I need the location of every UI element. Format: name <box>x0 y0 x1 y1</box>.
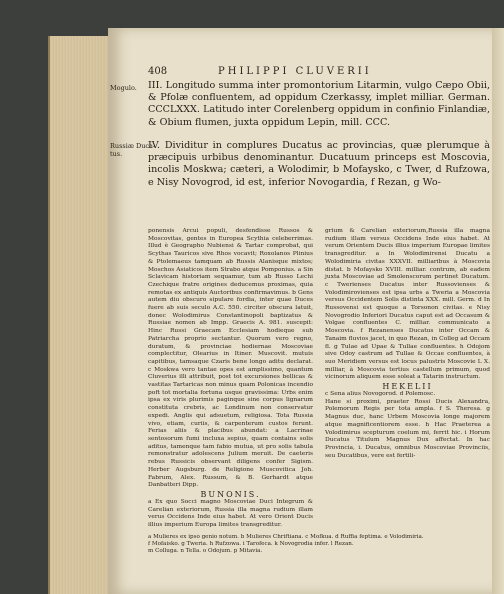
page <box>108 28 504 594</box>
commentary-right-column <box>325 228 490 460</box>
paragraph-3: III. Longitudo summa inter promontorium Litarmin, vulgo Cæpo Obii, & Pfolæ confluentem, ad oppidum Czerkassy, implet milliar. German. CCCLXXX. Latitudo inter Corelenberg oppidum in confinio Finlandiæ, & Obium flumen, juxta oppidum Lepin, mill. CCC. <box>148 80 490 128</box>
commentary-columns <box>148 228 490 528</box>
running-head: PHILIPPI CLUVERII <box>218 66 372 77</box>
paragraph-4: IV. Dividitur in complures Ducatus ac provincias, quæ plerumque à præcipuis urbibus denominantur. Ducatuum princeps est Moscovia, incolis Moskwa; cæteri, a Wolodimir, b Mofaysko, c Twer, d Rufzowa, e Nisy Novogrod, id est, inferior Novogardia, f Rezan, g Wo- <box>148 140 490 188</box>
hekelii-heading: HEKELII <box>382 382 433 392</box>
commentary-right-text: grium & Carelian exteriorum,Russia illa magna rudium illam versus Occidens Inde eius habet. At verum Orientem Ducis illius imperium Europae limites transgreditur. a In Wolodimirensi Ducatu a Wolodimiria civitas XXXVII. milliaribus à Moscovia distat. b Mofaysko XVIII. milliar. contrum, ab eadem juxta Moscoviae ad Smolenscorum pertinet Ducatum. c Twerienses Ducatus inter Russovienses & Volodimirovienses est ipsa urbs a Tweria a Moscovia versus Occidentem Solis distinta XXX. mill. Germ. d In Russovensi est quoque a Torsonon civitas. e Nisy Novogrodio Inferiori Ducatus caput est ad Occasum & Volgae confluentes C. milliar. communicato a Moscovia. f Rezanenses Ducatus inter Occam & Tanaim fluvios jacet, in quo Rezan, in Colleg ad Occam fl. g Tulae ad Upae & Tullae confluentes. h Odojom sive Odoy castrum ad Tullae & Occae confluentes, à suo Meridiem versus est locus palustris Moscovie L X. milliar, à Moscovia tertius castellum primum, quod vicinorum aliquem esse soleat a Tatarin instructum. <box>325 228 490 381</box>
footnote-line: m Colluga. n Tella. o Odojum. p Mitavia. <box>148 548 263 555</box>
bunonis-heading: BUNONIS. <box>200 489 261 499</box>
gutter-shadow <box>492 28 504 594</box>
commentary-left-text: ponensis Arcui populi, desfendisse Russos & Moscovitas, gentes in Europea Scythia celeberrimas. Illud è Geographo Nubiensi & Tartar comprobat, qui Scythas Tauricos sive Rhos vocavit; Roxolanos Plinius & Ptolemaeus tamquam ab Russis Alanisque mixtos; Moschos Asiaticos item Strabo atque Pomponius. a Sin Sclavicam historiam sequamur, tum ab Russo Lechi Czechique fratre origines deducemus proximas, quia remotas ex antiquis Auctoribus confirmavimus. b Gens autem diu obscuro sipulare fordia, inter quae Duces fuere ab suis seculo A.C. 550. circiter obscura latuit, donec Wolodimirus Constantinopoli baptizatus & Russiae nomen ab Impp. Graecis A. 981. suscepit: Hinc Russi Graecam Ecclesiam hodieque sub Patriarcha proprio sectantur. Quorum vero regno, duratum, & provinciae hodiernae Moscoviae complectitur, Olearius in Itiner. Muscovit. mutuis capitibus, tamsaque Czaris bene longo aditu declarat. c Moskwa vero tantae opes est amplissimo, quantum Cluverius illi attribuit, post tot excursiones bellicas & vastitas Tartaricas non minus quam Polonicas incendio poft tot mortalia fortuna usque gravissima: Urbs enim ipsa ex viris plurimis paginque sine corpus lignarum constituta crebris, ac Londinum non conservatur expedi. Anglis qui adsuetum, religiosa. Tota Russia vivo, etiam, curiis, & carpenterum custos ferunt. Ferias aliis & placibus abundat: a Lacrinae sentosorum fumi incluxa sepius, quam contains solis aditus, tamenque tam fabio mutua, ut pro solis tabula remonstratur adolescens Julium meruit. De caeteris rebus Russicis observant diligens confer Sigism. Herber Augsburg. de Religione Muscovitica Joh. Fabrum, Alex. Russum, & B. Gerhardt atque Danbatteri Dipp. <box>148 228 313 489</box>
open-book <box>38 28 504 594</box>
footnotes <box>148 534 490 556</box>
footnote-line: a Mulieres ex ipso genio notum. b Mulieres Chriftiana. c Mofkua. d Ruffia feptima. e Volodimiria. <box>148 534 424 540</box>
commentary-left-column <box>148 228 313 530</box>
commentary-right-b: Hane si proximi, praeter Rossi Ducis Alexandra, Polemorum Regis per tota ampla. f S. Theresa. g Magnus duc, hanc Urbem Moscovia longe majorem atque magnificentiorem esse. h Hac Praeterea a Volodimirus scepturum coelum mi, ferrit hic. i Horum Ducatus Titulum Magnus Dux affectat. In hac Provincia, i. Ducatus, omnibus Moscoviae Provinciis, seu Ducatibus, vere est fertili- <box>325 398 490 459</box>
book-fore-edge <box>48 36 112 594</box>
margin-note-russia-1: Russiæ Duca- <box>110 142 156 150</box>
commentary-left-end: a Ex quo Socci magno Moscoviae Duci Integrum & Carelian exteriorum, Russia illa magna rudium illam verus Occidens Inde eius habet. At vero Orient Ducis illius imperium Europa limites transgreditur. <box>148 498 313 529</box>
commentary-right-a: c Sena alius Novogorod. d Polemosc. <box>325 391 436 398</box>
page-number: 408 <box>148 66 168 77</box>
margin-note-mogulo: Mogulo. <box>110 84 137 92</box>
margin-note-russia-2: tus. <box>110 150 123 158</box>
footnote-line: f Mofaisko. g Tweria. h Rufzowa. i Tarofeca. k Novogrodia infer. l Rezan. <box>148 541 354 548</box>
